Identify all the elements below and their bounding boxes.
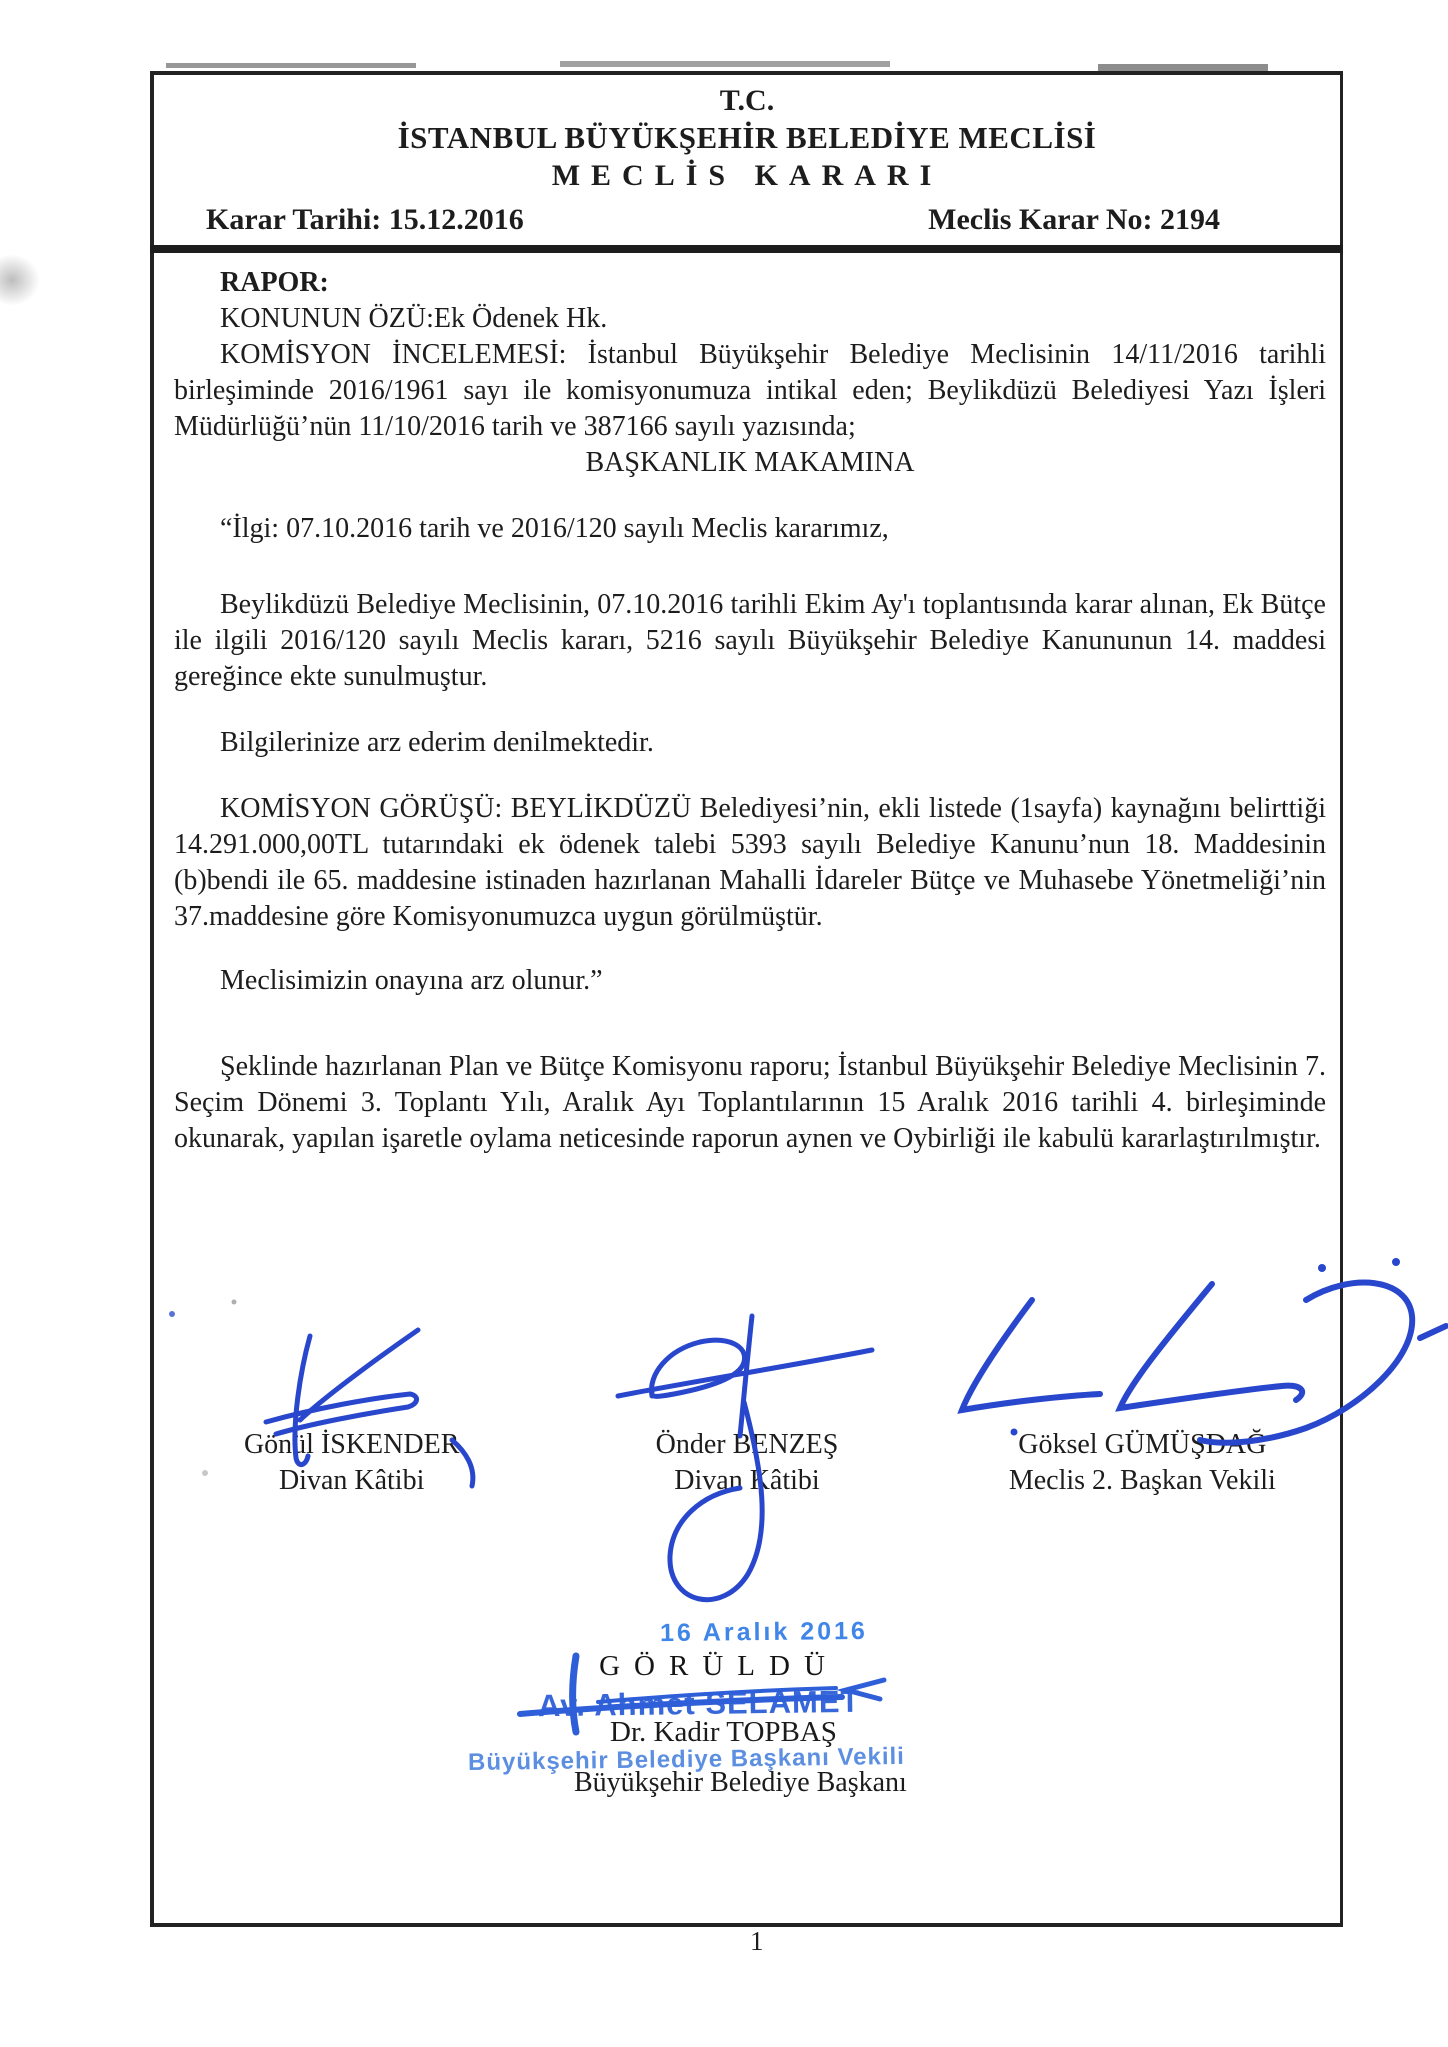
organization-heading: İSTANBUL BÜYÜKŞEHİR BELEDİYE MECLİSİ <box>397 120 1097 155</box>
rapor-heading: RAPOR: <box>220 267 329 298</box>
signer-title: Meclis 2. Başkan Vekili <box>1008 1465 1276 1496</box>
document-header <box>154 83 1340 195</box>
scan-artifact <box>560 61 890 67</box>
document-body <box>174 265 1326 1157</box>
date-stamp: 16 Aralık 2016 <box>659 1616 869 1648</box>
makam-heading: BAŞKANLIK MAKAMINA <box>585 447 915 478</box>
ilgi-line: “İlgi: 07.10.2016 tarih ve 2016/120 sayılı Meclis kararımız, <box>220 513 889 544</box>
deputy-title-stamp: Büyükşehir Belediye Başkanı Vekili <box>467 1742 906 1777</box>
signer-name: Önder BENZEŞ <box>655 1429 839 1460</box>
document-border-box <box>150 71 1343 1927</box>
page-number: 1 <box>750 1926 764 1956</box>
signer-title: Divan Kâtibi <box>278 1465 425 1496</box>
deputy-name-stamp: Av. Ahmet SELAMET <box>537 1683 861 1724</box>
signer-title: Divan Kâtibi <box>674 1465 820 1496</box>
scan-artifact <box>1098 64 1268 71</box>
scan-artifact <box>166 63 416 68</box>
signer-name: Göksel GÜMÜŞDAĞ <box>1018 1429 1267 1460</box>
signature-block-divan-katibi-1 <box>154 1427 549 1499</box>
signer-name: Gönül İSKENDER <box>243 1429 460 1460</box>
komisyon-gorusu-paragraph: KOMİSYON GÖRÜŞÜ: BEYLİKDÜZÜ Belediyesi’nin, ekli listede (1sayfa) kaynağını belirttiği 14.291.000,00TL tutarındaki ek ödenek talebi 5393 sayılı Belediye Kanunu’nun 18. Maddesinin (b)bendi ile 65. maddesine istinaden hazırlanan Mahalli İdareler Bütçe ve Muhasebe Yönetmeliği’nin 37.maddesine göre Komisyonumuzca uygun görülmüştür. <box>174 793 1326 932</box>
header-divider-rule <box>150 245 1343 253</box>
document-type-heading: MECLİS KARARI <box>551 159 943 192</box>
signature-block-baskan-vekili <box>945 1427 1340 1499</box>
signature-row <box>154 1427 1340 1499</box>
scan-artifact <box>0 254 40 306</box>
closing-paragraph: Şeklinde hazırlanan Plan ve Bütçe Komisyonu raporu; İstanbul Büyükşehir Belediye Meclisinin 7. Seçim Dönemi 3. Toplantı Yılı, Aralık Ayı Toplantılarının 15 Aralık 2016 tarihli 4. birleşiminde okunarak, yapılan işaretle oylama neticesinde raporun aynen ve Oybirliği ile kabulü kararlaştırılmıştır. <box>174 1051 1326 1154</box>
ek-butce-paragraph: Beylikdüzü Belediye Meclisinin, 07.10.2016 tarihli Ekim Ay'ı toplantısında karar alınan, Ek Bütçe ile ilgili 2016/120 sayılı Meclis kararı, 5216 sayılı Büyükşehir Belediye Kanununun 14. maddesi gereğince ekte sunulmuştur. <box>174 589 1326 692</box>
bilgi-line: Bilgilerinize arz ederim denilmektedir. <box>220 727 654 758</box>
onay-line: Meclisimizin onayına arz olunur.” <box>220 965 603 996</box>
decision-date: Karar Tarihi: 15.12.2016 <box>206 203 524 236</box>
komisyon-incelemesi-paragraph: KOMİSYON İNCELEMESİ: İstanbul Büyükşehir Belediye Meclisinin 14/11/2016 tarihli birleşiminde 2016/1961 sayı ile komisyonumuza intikal eden; Beylikdüzü Belediyesi Yazı İşleri Müdürlüğü’nün 11/10/2016 tarih ve 387166 sayılı yazısında; <box>174 339 1326 442</box>
decision-meta-row <box>206 203 1220 237</box>
republic-heading: T.C. <box>719 84 775 117</box>
goruldu-stamp: GÖRÜLDÜ <box>599 1650 839 1682</box>
mayor-title: Büyükşehir Belediye Başkanı <box>574 1767 907 1798</box>
signature-block-divan-katibi-2 <box>549 1427 944 1499</box>
decision-number: Meclis Karar No: 2194 <box>928 203 1220 236</box>
mayor-name: Dr. Kadir TOPBAŞ <box>610 1716 837 1748</box>
subject-line: KONUNUN ÖZÜ:Ek Ödenek Hk. <box>220 303 608 334</box>
